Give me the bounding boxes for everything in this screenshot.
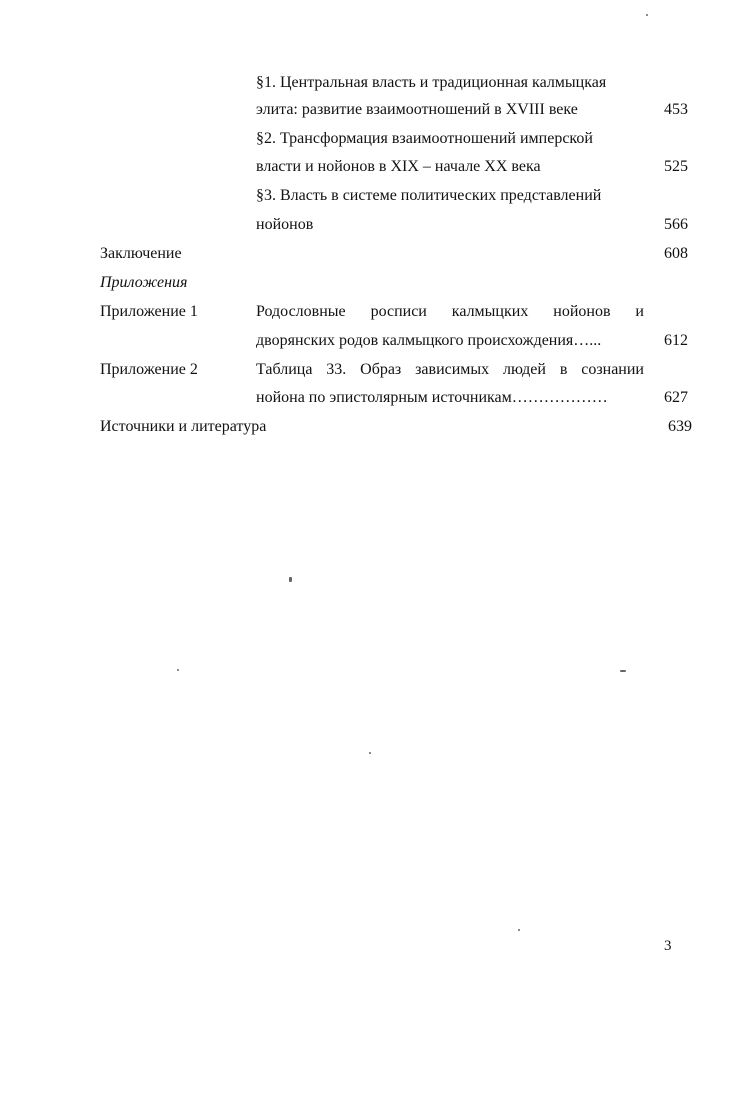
toc-sources-label: Источники и литература [100,418,267,435]
toc-appendix-2-line1: Таблица 33. Образ зависимых людей в сознании [256,361,644,378]
toc-appendix-1-line1: Родословные росписи калмыцких нойонов и [256,303,644,320]
scan-speck [177,669,179,671]
page-number: 3 [664,938,672,954]
toc-appendices-heading: Приложения [100,274,188,291]
toc-section-2-page: 525 [664,158,688,175]
toc-appendix-1-page: 612 [664,332,688,349]
toc-appendix-2-line2: нойона по эпистолярным источникам……………… [256,389,608,406]
toc-conclusion-label: Заключение [100,245,182,262]
toc-section-3-page: 566 [664,216,688,233]
toc-section-1-page: 453 [664,101,688,118]
toc-section-3-line2: нойонов [256,216,314,233]
scan-speck [289,577,292,582]
scan-speck [620,670,626,672]
toc-section-3-line1: §3. Власть в системе политических представлений [256,187,602,204]
toc-section-2-line1: §2. Трансформация взаимоотношений имперской [256,130,593,147]
toc-conclusion-page: 608 [664,245,688,262]
scan-speck [646,14,648,16]
toc-section-1-line2: элита: развитие взаимоотношений в XVIII веке [256,101,578,118]
toc-section-1-line1: §1. Центральная власть и традиционная калмыцкая [256,74,607,91]
toc-section-2-line2: власти и нойонов в XIX – начале XX века [256,158,541,175]
toc-sources-page: 639 [668,418,692,435]
toc-appendix-1-label: Приложение 1 [100,303,198,320]
scan-speck [518,929,520,931]
toc-appendix-1-line2: дворянских родов калмыцкого происхождения…... [256,332,602,349]
toc-appendix-2-page: 627 [664,389,688,406]
toc-appendix-2-label: Приложение 2 [100,361,198,378]
scan-speck [369,752,371,754]
